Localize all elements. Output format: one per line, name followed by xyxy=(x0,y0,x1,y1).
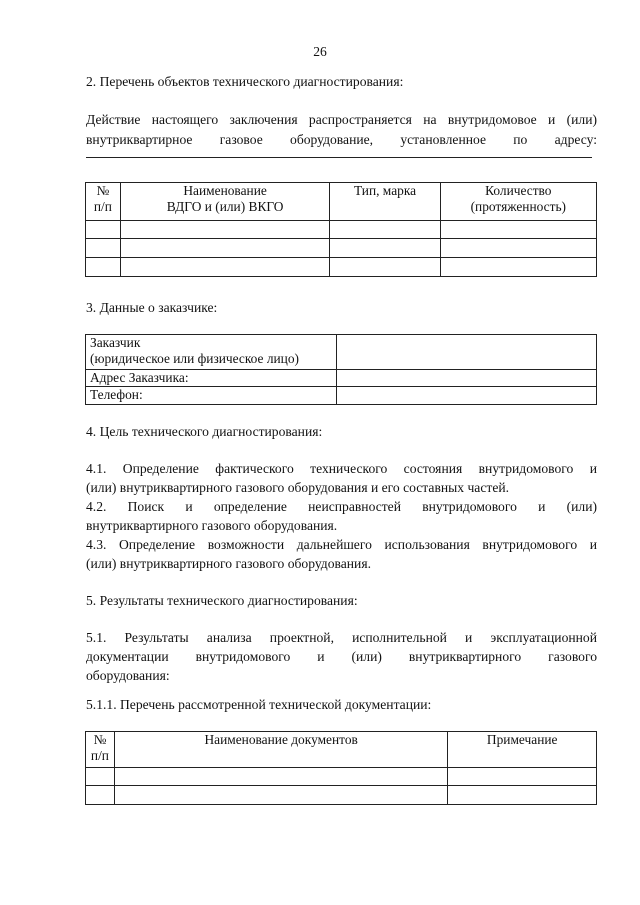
item-5-1-line-1: 5.1. Результаты анализа проектной, исполнительной и эксплуатационной xyxy=(86,630,597,645)
header-name-line-2: ВДГО и (или) ВКГО xyxy=(166,199,284,214)
table-cell[interactable] xyxy=(448,768,597,786)
page-number: 26 xyxy=(313,44,327,59)
item-4-2-line-2: внутриквартирного газового оборудования. xyxy=(86,518,338,533)
table-cell[interactable] xyxy=(330,221,440,239)
section-5-title: 5. Результаты технического диагностирования: xyxy=(86,593,358,608)
item-4-1-line-2: (или) внутриквартирного газового оборудования и его составных частей. xyxy=(86,480,510,495)
item-5-1-line-2: документации внутридомового и (или) внутриквартирного газового xyxy=(86,649,597,664)
header-quantity-cell xyxy=(440,183,596,221)
customer-table xyxy=(85,334,597,405)
table-cell[interactable] xyxy=(330,258,440,277)
table-cell[interactable] xyxy=(440,221,596,239)
header-quantity-line-1: Количество xyxy=(485,183,552,198)
item-5-1-line-3: оборудования: xyxy=(86,668,170,683)
doc-header-name-line-1: Наименование документов xyxy=(204,732,358,747)
table-row xyxy=(86,258,597,277)
customer-phone-value[interactable] xyxy=(337,387,597,405)
section-4-title: 4. Цель технического диагностирования: xyxy=(86,424,323,439)
section-2-paragraph-line-2: внутриквартирное газовое оборудование, установленное по адресу: xyxy=(86,132,597,147)
item-5-1-1-title: 5.1.1. Перечень рассмотренной технической документации: xyxy=(86,697,432,712)
documents-table xyxy=(85,731,597,805)
customer-row xyxy=(86,335,597,370)
table-cell[interactable] xyxy=(86,221,121,239)
objects-table xyxy=(85,182,597,277)
table-cell[interactable] xyxy=(86,239,121,258)
table-cell[interactable] xyxy=(120,221,330,239)
table-cell[interactable] xyxy=(440,258,596,277)
table-row xyxy=(86,786,597,805)
doc-header-number-line-1: № xyxy=(93,732,107,747)
item-4-3-line-2: (или) внутриквартирного газового оборудования. xyxy=(86,556,371,571)
doc-header-name-cell xyxy=(114,732,448,768)
doc-header-note-line-1: Примечание xyxy=(486,732,558,747)
table-cell[interactable] xyxy=(114,786,448,805)
table-cell[interactable] xyxy=(120,258,330,277)
doc-header-note-cell xyxy=(448,732,597,768)
header-number-line-2: п/п xyxy=(93,199,112,214)
customer-label-cell xyxy=(86,335,337,370)
customer-address-row xyxy=(86,370,597,387)
table-cell[interactable] xyxy=(440,239,596,258)
header-number-line-1: № xyxy=(96,183,110,198)
documents-table-header-row xyxy=(86,732,597,768)
header-number-cell xyxy=(86,183,121,221)
header-type-line-1: Тип, марка xyxy=(353,183,417,198)
header-name-cell xyxy=(120,183,330,221)
customer-value-cell[interactable] xyxy=(337,335,597,370)
item-4-2-line-1: 4.2. Поиск и определение неисправностей внутридомового и (или) xyxy=(86,499,597,514)
address-blank-line xyxy=(86,157,592,158)
customer-phone-row xyxy=(86,387,597,405)
section-3-title: 3. Данные о заказчике: xyxy=(86,300,218,315)
customer-phone-label: Телефон: xyxy=(86,387,337,405)
table-cell[interactable] xyxy=(114,768,448,786)
section-2-title: 2. Перечень объектов технического диагностирования: xyxy=(86,74,404,89)
table-cell[interactable] xyxy=(86,258,121,277)
table-cell[interactable] xyxy=(448,786,597,805)
doc-header-number-cell xyxy=(86,732,115,768)
table-cell[interactable] xyxy=(86,786,115,805)
header-name-line-1: Наименование xyxy=(183,183,267,198)
objects-table-header-row xyxy=(86,183,597,221)
item-4-3-line-1: 4.3. Определение возможности дальнейшего использования внутридомового и xyxy=(86,537,597,552)
header-quantity-line-2: (протяженность) xyxy=(470,199,567,214)
header-type-cell xyxy=(330,183,440,221)
table-cell[interactable] xyxy=(120,239,330,258)
customer-label-line-1: Заказчик xyxy=(90,335,141,350)
table-row xyxy=(86,768,597,786)
customer-address-value[interactable] xyxy=(337,370,597,387)
table-row xyxy=(86,221,597,239)
table-cell[interactable] xyxy=(330,239,440,258)
item-4-1-line-1: 4.1. Определение фактического технического состояния внутридомового и xyxy=(86,461,597,476)
doc-header-number-line-2: п/п xyxy=(90,748,109,763)
customer-label-line-2: (юридическое или физическое лицо) xyxy=(90,351,299,366)
section-2-paragraph-line-1: Действие настоящего заключения распространяется на внутридомовое и (или) xyxy=(86,112,597,127)
table-cell[interactable] xyxy=(86,768,115,786)
table-row xyxy=(86,239,597,258)
customer-address-label: Адрес Заказчика: xyxy=(86,370,337,387)
